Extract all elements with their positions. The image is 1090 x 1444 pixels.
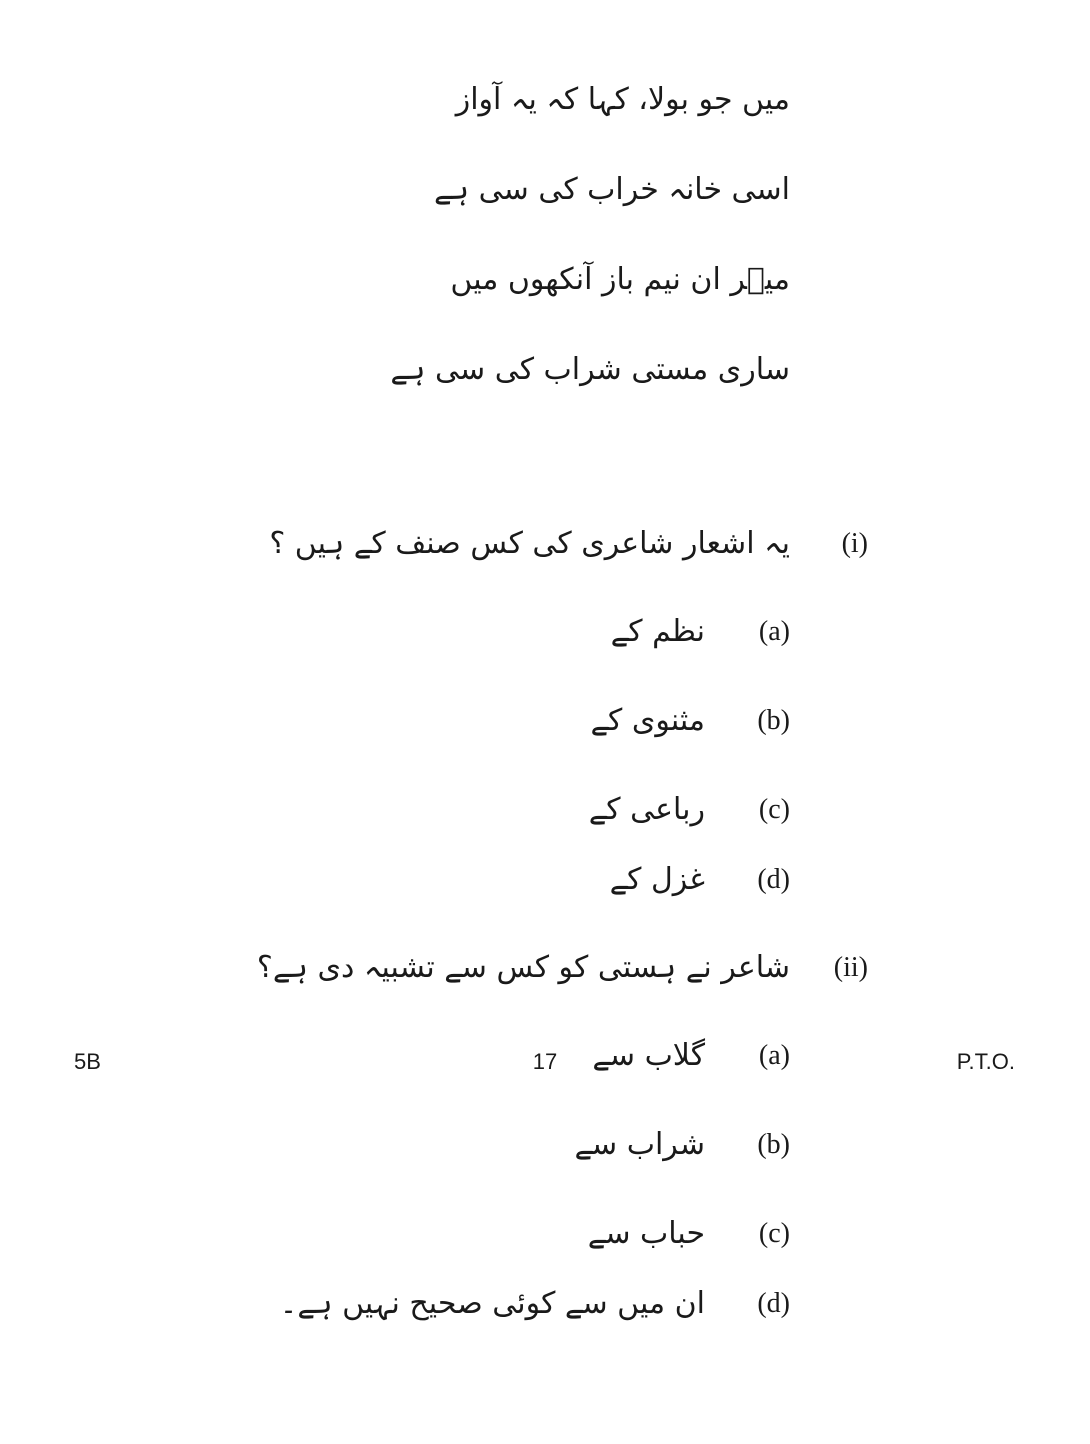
question-text: شاعر نے ہستی کو کس سے تشبیہ دی ہے؟ xyxy=(256,950,790,985)
option-label: (a) xyxy=(758,1040,790,1071)
option-text: غزل کے xyxy=(609,862,705,897)
option-text: حباب سے xyxy=(587,1216,705,1251)
question-number: (ii) xyxy=(833,952,868,983)
option-label: (c) xyxy=(758,794,790,825)
option-label: (d) xyxy=(757,1288,790,1319)
option-text: گلاب سے xyxy=(592,1038,705,1073)
question-number: (i) xyxy=(841,528,868,559)
paper-code: 5B xyxy=(74,1049,101,1074)
option-text: مثنوی کے xyxy=(590,703,705,738)
option-text: ان میں سے کوئی صحیح نہیں ہے۔ xyxy=(279,1286,705,1321)
option-label: (b) xyxy=(757,1129,790,1160)
option-text: نظم کے xyxy=(610,614,705,649)
option-text: شراب سے xyxy=(574,1127,705,1162)
poem-line: اسی خانہ خراب کی سی ہے xyxy=(433,172,790,207)
poem-line: ساری مستی شراب کی سی ہے xyxy=(390,352,790,387)
option-label: (a) xyxy=(758,616,790,647)
option-label: (d) xyxy=(757,864,790,895)
option-label: (b) xyxy=(757,705,790,736)
option-text: رباعی کے xyxy=(588,792,705,827)
option-label: (c) xyxy=(758,1218,790,1249)
page-number: 17 xyxy=(532,1049,558,1074)
question-text: یہ اشعار شاعری کی کس صنف کے ہیں ؟ xyxy=(269,526,790,561)
pto-label: P.T.O. xyxy=(956,1049,1015,1074)
poem-line: میں جو بولا، کہا کہ یہ آواز xyxy=(455,82,790,117)
poem-line: میؔر ان نیم باز آنکھوں میں xyxy=(450,262,790,297)
